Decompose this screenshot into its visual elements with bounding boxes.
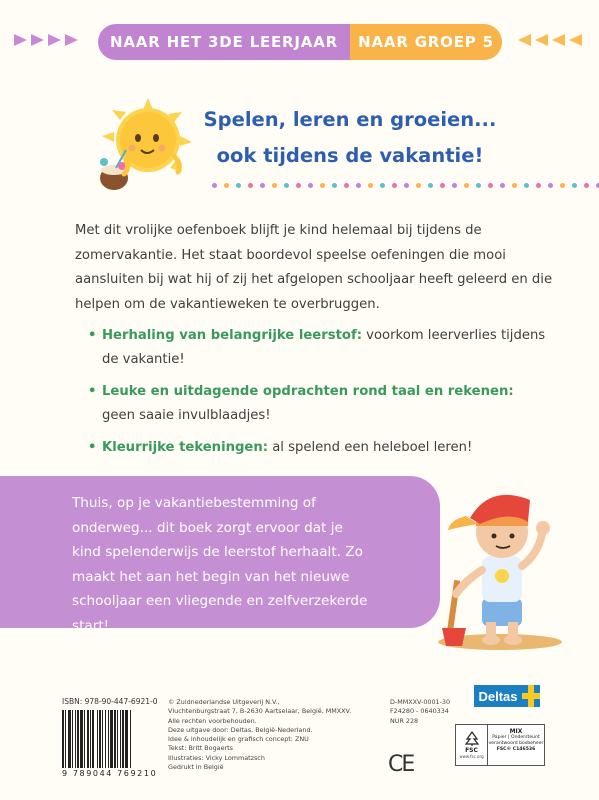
decorative-dot — [380, 183, 385, 188]
code-line: F24280 - 0640334 — [390, 707, 449, 716]
decorative-dot — [260, 183, 265, 188]
code-line: NUR 228 — [390, 716, 419, 725]
barcode-bar — [131, 710, 132, 768]
deltas-logo-text: Deltas — [478, 689, 518, 704]
decorative-dot — [416, 183, 421, 188]
feature-item: • Herhaling van belangrijke leerstof: voorkom leerverlies tijdens de vakantie! — [88, 328, 546, 367]
decorative-dot — [512, 183, 517, 188]
code-line: D-MMXXV-0001-30 — [390, 698, 451, 706]
feature-title: Kleurrijke tekeningen: — [102, 440, 269, 455]
product-codes — [390, 698, 460, 726]
credit-line: Gedrukt in België — [168, 763, 224, 772]
credit-line: Deze uitgave door: Deltas, België-Nederland. — [168, 725, 313, 734]
credit-line: Illustraties: Vicky Lommatzsch — [168, 753, 265, 762]
decorative-dot — [236, 183, 241, 188]
decorative-dot — [320, 183, 325, 188]
decorative-dot — [272, 183, 277, 188]
credit-line: Vluchtenburgstraat 7, B-2630 Aartselaar, België, MMXXV. — [168, 707, 352, 716]
decorative-dot — [584, 183, 589, 188]
intro-paragraph: Met dit vrolijke oefenboek blijft je kind helemaal bij tijdens de zomervakantie. Het staat boordevol speelse oefeningen die mooi aansluiten bij wat hij of zij het afgelopen schooljaar heeft geleerd en die helpen om de vakantieweken te overbruggen. — [75, 223, 553, 312]
barcode — [62, 710, 162, 768]
decorative-dot — [440, 183, 445, 188]
feature-list — [88, 324, 548, 468]
decorative-dot — [548, 183, 553, 188]
decorative-dot — [452, 183, 457, 188]
feature-text: voorkom leerverlies tijdens de vakantie! — [102, 328, 546, 367]
feature-item: • Leuke en uitdagende opdrachten rond taal en rekenen: geen saaie invulblaadjes! — [88, 384, 514, 423]
headline-line-2: ook tijdens de vakantie! — [216, 144, 484, 167]
decorative-dot — [464, 183, 469, 188]
credit-line: Idee & inhoudelijk en grafisch concept: ZNU — [168, 735, 309, 744]
decorative-dot — [524, 183, 529, 188]
decorative-dots — [212, 183, 599, 188]
child-with-shovel-illustration — [430, 470, 570, 650]
decorative-dot — [212, 183, 217, 188]
decorative-dot — [248, 183, 253, 188]
decorative-dot — [344, 183, 349, 188]
publisher-credits — [168, 698, 388, 772]
sun-illustration — [90, 98, 192, 200]
fsc-mix: MIX — [509, 728, 523, 735]
headline-line-1: Spelen, leren en groeien... — [203, 108, 497, 131]
grade-label-belgium: NAAR HET 3DE LEERJAAR — [98, 24, 350, 60]
fsc-text — [488, 725, 544, 765]
decorative-dot — [224, 183, 229, 188]
fsc-code: FSC® C146536 — [496, 747, 536, 752]
decorative-dot — [368, 183, 373, 188]
decorative-dot — [296, 183, 301, 188]
decorative-dot — [488, 183, 493, 188]
decorative-dot — [356, 183, 361, 188]
decorative-arrows-right — [518, 34, 582, 46]
decorative-dot — [284, 183, 289, 188]
fsc-logo-text: FSC — [465, 747, 478, 754]
credit-line: © Zuidnederlandse Uitgeverij N.V., — [168, 698, 280, 706]
feature-title: Leuke en uitdagende opdrachten rond taal en rekenen: — [102, 384, 514, 399]
credit-line: Tekst: Britt Bogaerts — [168, 744, 233, 753]
barcode-digits: 9 789044 769210 — [62, 769, 158, 778]
decorative-dot — [536, 183, 541, 188]
feature-title: Herhaling van belangrijke leerstof: — [102, 328, 362, 343]
feature-text: al spelend een heleboel leren! — [268, 440, 473, 455]
decorative-dot — [560, 183, 565, 188]
decorative-dot — [308, 183, 313, 188]
fsc-line-2: verantwoord bosbeheer — [488, 741, 544, 746]
ce-mark: CE — [388, 752, 414, 777]
feature-text: geen saaie invulblaadjes! — [102, 408, 271, 423]
feature-item: • Kleurrijke tekeningen: al spelend een heleboel leren! — [88, 440, 473, 455]
decorative-dot — [428, 183, 433, 188]
fsc-tree-icon — [456, 725, 488, 765]
decorative-dot — [392, 183, 397, 188]
fsc-line-1: Papier | Ondersteunt — [492, 735, 540, 740]
decorative-dot — [404, 183, 409, 188]
decorative-arrows-left — [14, 34, 78, 46]
decorative-dot — [476, 183, 481, 188]
fsc-site: www.fsc.org — [459, 754, 484, 759]
deltas-logo — [474, 685, 540, 707]
fsc-label — [455, 724, 545, 766]
decorative-dot — [572, 183, 577, 188]
decorative-dot — [332, 183, 337, 188]
decorative-dot — [500, 183, 505, 188]
top-banner — [0, 24, 599, 60]
isbn-label: ISBN: 978-90-447-6921-0 — [62, 697, 158, 706]
grade-label-netherlands: NAAR GROEP 5 — [350, 24, 502, 60]
barcode-block — [62, 697, 162, 787]
headline — [200, 102, 500, 174]
highlight-text: Thuis, op je vakantiebestemming of onderweg... dit boek zorgt ervoor dat je kind spelenderwijs de leerstof herhaalt. Zo maakt het aan het begin van het nieuwe schooljaar een vliegende en zelfverzekerde start! — [72, 495, 368, 634]
credit-line: Alle rechten voorbehouden. — [168, 716, 257, 725]
